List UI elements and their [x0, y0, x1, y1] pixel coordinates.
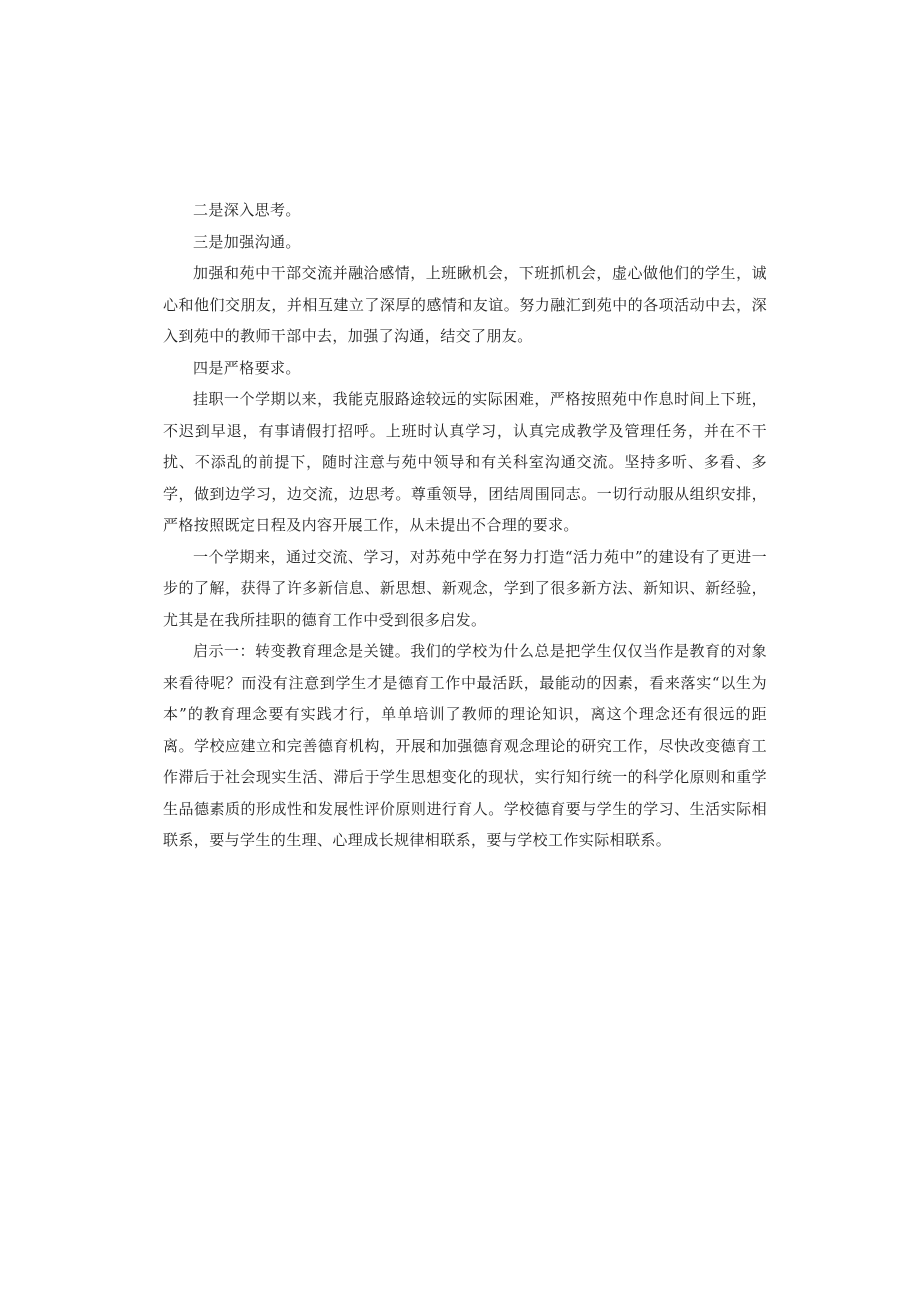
heading-strengthen-communication: 三是加强沟通。 [193, 232, 301, 251]
document-body [163, 195, 767, 857]
heading-strict-requirements: 四是严格要求。 [193, 358, 301, 377]
heading-deep-thinking: 二是深入思考。 [193, 201, 301, 219]
paragraph-communication: 加强和苑中干部交流并融洽感情，上班瞅机会，下班抓机会，虚心做他们的学生，诚心和他们交朋友，并相互建立了深厚的感情和友谊。努力融汇到苑中的各项活动中去，深入到苑中的教师干部中去，加强了沟通，结交了朋友。 [163, 264, 767, 345]
paragraph-semester-summary: 一个学期来，通过交流、学习，对苏苑中学在努力打造“活力苑中”的建设有了更进一步的了解，获得了许多新信息、新思想、新观念，学到了很多新方法、新知识、新经验，尤其是在我所挂职的德育工作中受到很多启发。 [163, 547, 767, 629]
paragraph-insight-one: 启示一：转变教育理念是关键。我们的学校为什么总是把学生仅仅当作是教育的对象来看待呢？而没有注意到学生才是德育工作中最活跃，最能动的因素，看来落实“以生为本”的教育理念要有实践才行，单单培训了教师的理论知识，离这个理念还有很远的距离。学校应建立和完善德育机构，开展和加强德育观念理论的研究工作，尽快改变德育工作滞后于社会现实生活、滞后于学生思想变化的现状，实行知行统一的科学化原则和重学生品德素质的形成性和发展性评价原则进行育人。学校德育要与学生的学习、生活实际相联系，要与学生的生理、心理成长规律相联系，要与学校工作实际相联系。 [163, 642, 767, 849]
paragraph-requirements: 挂职一个学期以来，我能克服路途较远的实际困难，严格按照苑中作息时间上下班，不迟到早退，有事请假打招呼。上班时认真学习，认真完成教学及管理任务，并在不干扰、不添乱的前提下，随时注意与苑中领导和有关科室沟通交流。坚持多听、多看、多学，做到边学习，边交流，边思考。尊重领导，团结周围同志。一切行动服从组织安排，严格按照既定日程及内容开展工作，从未提出不合理的要求。 [163, 390, 767, 534]
